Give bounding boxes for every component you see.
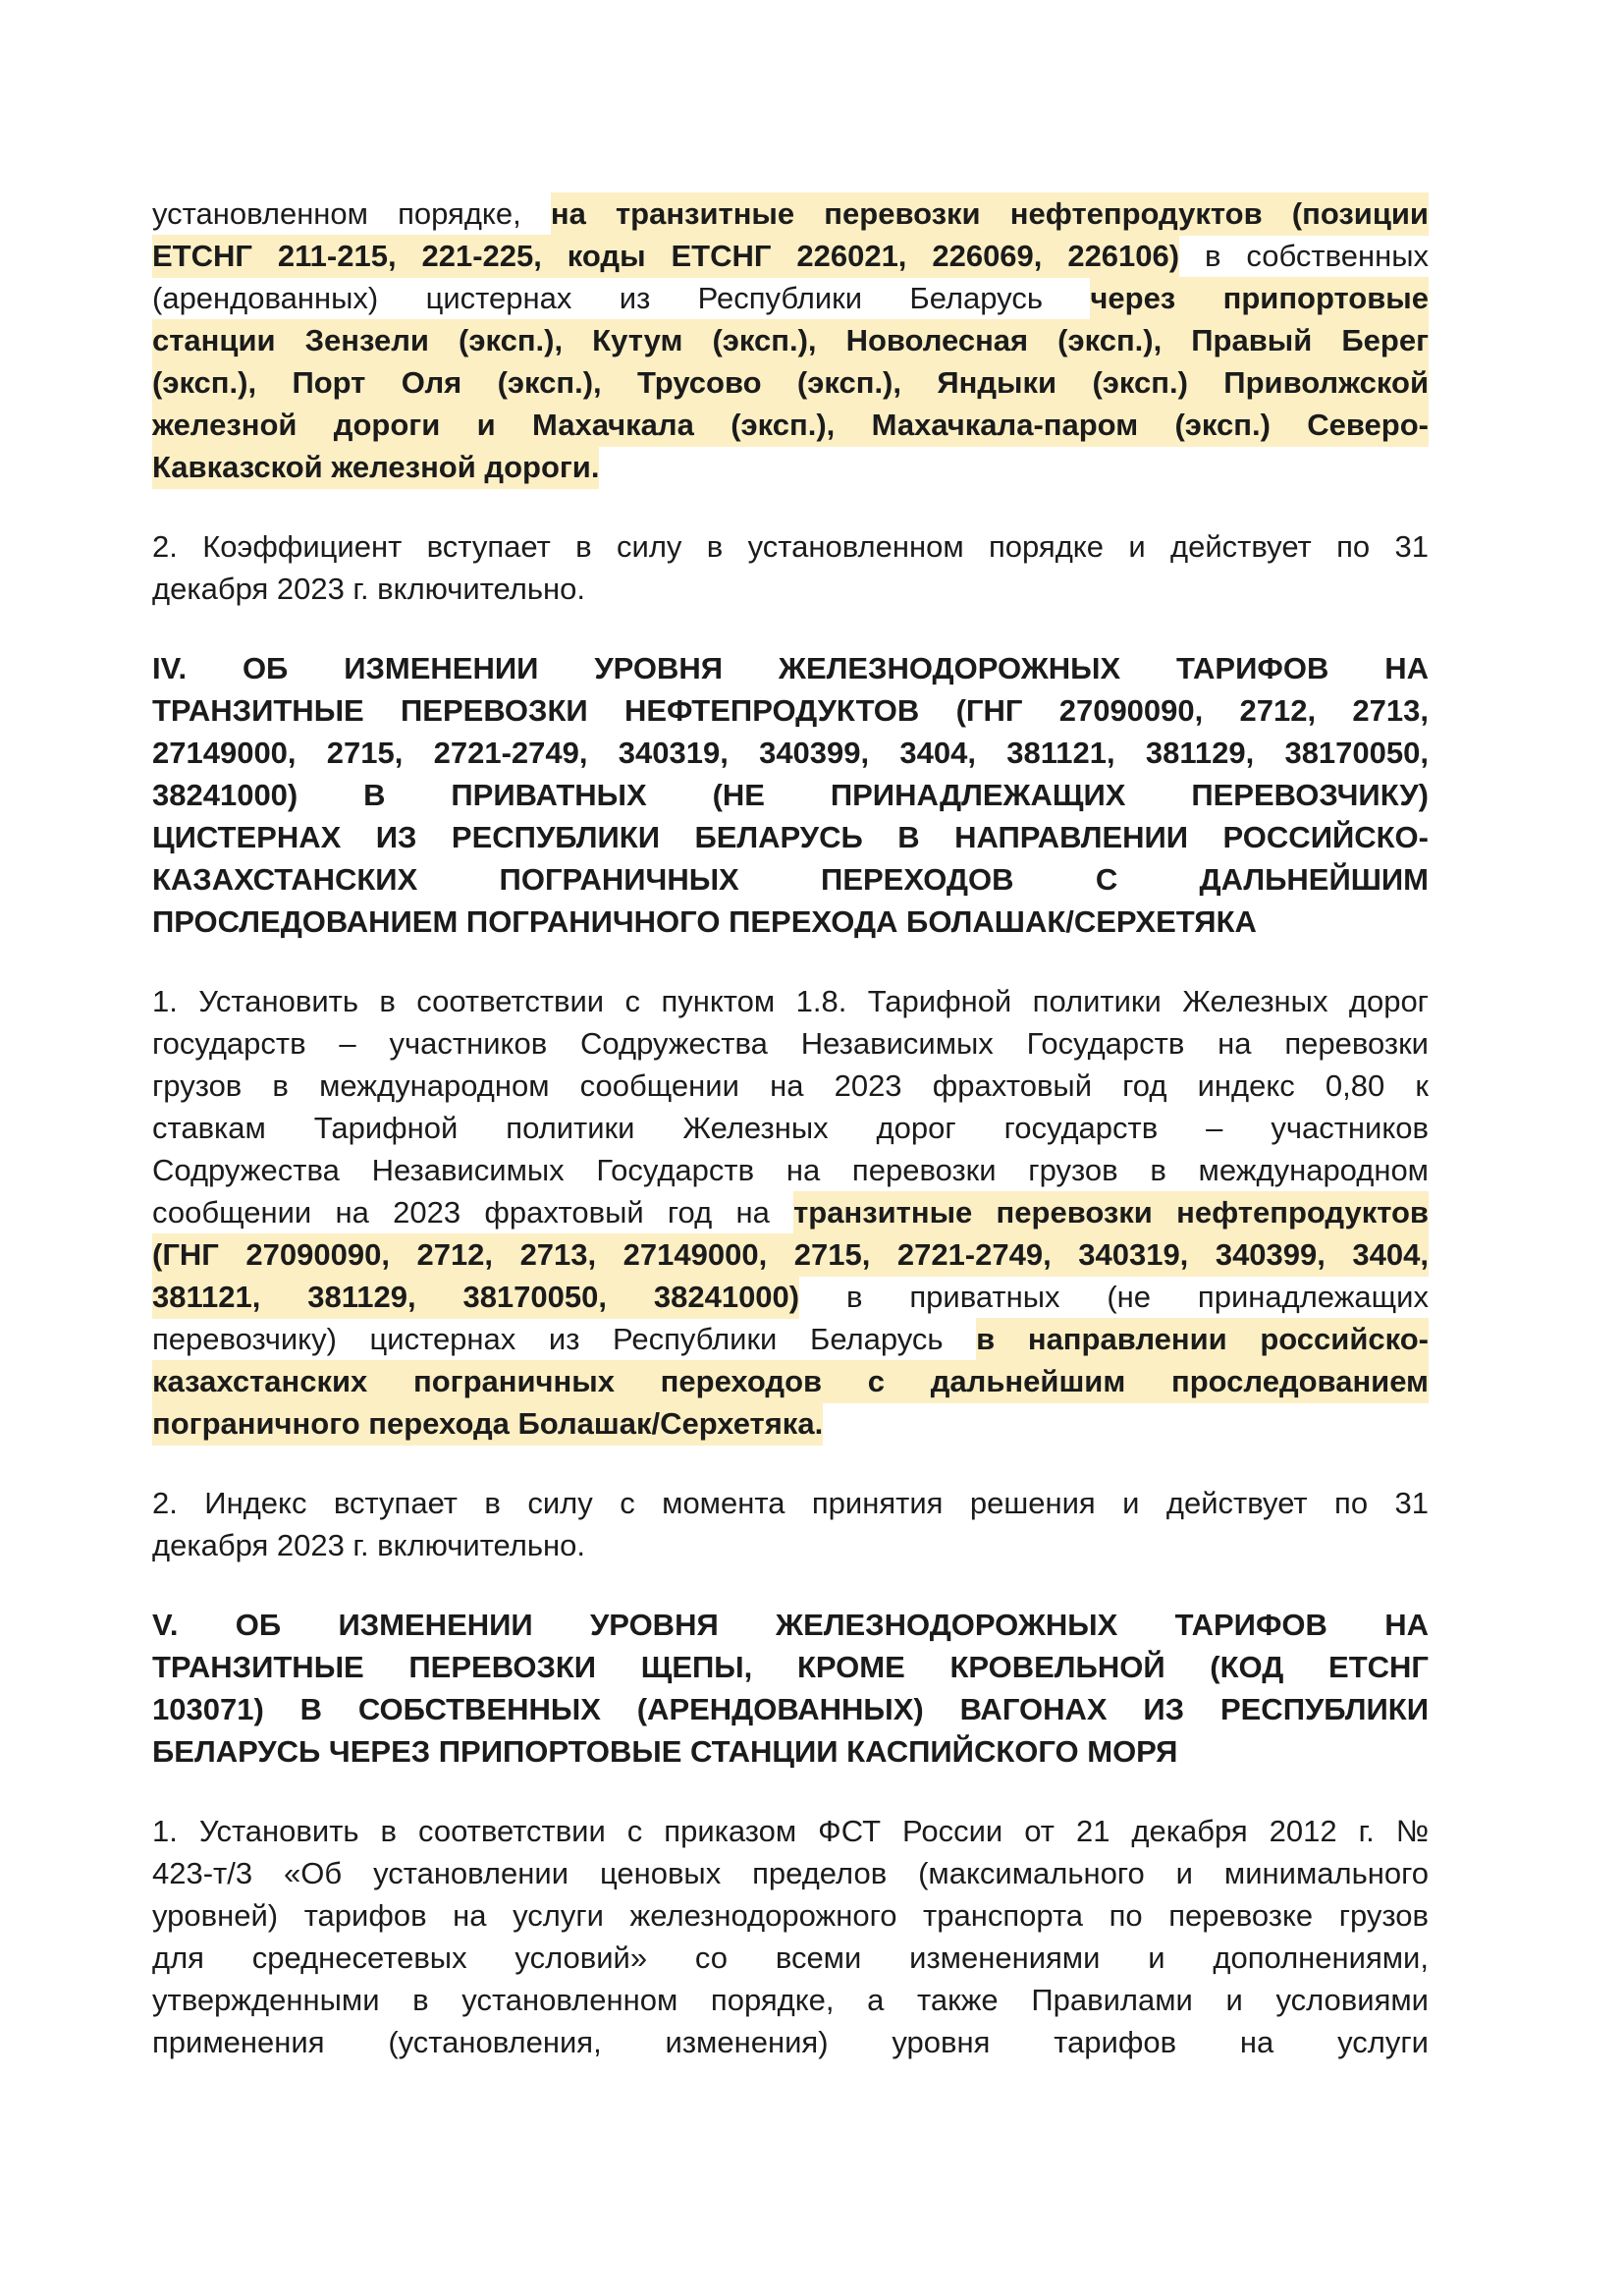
text-line	[152, 1646, 1429, 1688]
text-run: КАЗАХСТАНСКИХ ПОГРАНИЧНЫХ ПЕРЕХОДОВ С ДАЛЬНЕЙШИМ	[152, 862, 1429, 897]
text-run: ТРАНЗИТНЫЕ ПЕРЕВОЗКИ НЕФТЕПРОДУКТОВ (ГНГ 27090090, 2712, 2713,	[152, 693, 1429, 728]
text-run: уровней) тарифов на услуги железнодорожного транспорта по перевозке грузов	[152, 1898, 1429, 1933]
highlighted-text-run: в направлении российско-	[976, 1318, 1429, 1361]
text-line	[152, 1233, 1429, 1276]
text-line	[152, 1360, 1429, 1402]
text-line	[152, 568, 1429, 610]
text-line	[152, 1852, 1429, 1894]
text-line	[152, 277, 1429, 319]
text-line	[152, 1524, 1429, 1566]
text-run: декабря 2023 г. включительно.	[152, 572, 585, 606]
highlighted-text-run: (ГНГ 27090090, 2712, 2713, 27149000, 2715, 2721-2749, 340319, 340399, 3404,	[152, 1233, 1429, 1277]
paragraph-iv-2-index-validity	[152, 1482, 1429, 1566]
text-line	[152, 1810, 1429, 1852]
text-run: 1. Установить в соответствии с приказом ФСТ России от 21 декабря 2012 г. №	[152, 1814, 1429, 1848]
text-line	[152, 1107, 1429, 1149]
highlighted-text-run: железной дороги и Махачкала (эксп.), Махачкала-паром (эксп.) Северо-	[152, 404, 1429, 447]
paragraph-iv-1-index	[152, 980, 1429, 1445]
document-content	[152, 192, 1429, 2063]
text-line	[152, 1688, 1429, 1730]
heading-section-iv	[152, 647, 1429, 943]
text-run: ПРОСЛЕДОВАНИЕМ ПОГРАНИЧНОГО ПЕРЕХОДА БОЛАШАК/СЕРХЕТЯКА	[152, 904, 1257, 939]
text-line	[152, 1191, 1429, 1233]
text-line	[152, 816, 1429, 858]
paragraph-transit-oil-ports	[152, 192, 1429, 488]
highlighted-text-run: станции Зензели (эксп.), Кутум (эксп.), Новолесная (эксп.), Правый Берег	[152, 319, 1429, 362]
text-line	[152, 1482, 1429, 1524]
text-run: грузов в международном сообщении на 2023 фрахтовый год индекс 0,80 к	[152, 1068, 1429, 1103]
text-run: V. ОБ ИЗМЕНЕНИИ УРОВНЯ ЖЕЛЕЗНОДОРОЖНЫХ ТАРИФОВ НА	[152, 1608, 1429, 1642]
text-line	[152, 1894, 1429, 1937]
text-run: 423-т/3 «Об установлении ценовых пределов (максимального и минимального	[152, 1856, 1429, 1890]
text-line	[152, 404, 1429, 446]
text-run: ЦИСТЕРНАХ ИЗ РЕСПУБЛИКИ БЕЛАРУСЬ В НАПРАВЛЕНИИ РОССИЙСКО-	[152, 820, 1429, 854]
text-line	[152, 689, 1429, 732]
text-line	[152, 235, 1429, 277]
paragraph-v-1-fst-order	[152, 1810, 1429, 2063]
text-run: IV. ОБ ИЗМЕНЕНИИ УРОВНЯ ЖЕЛЕЗНОДОРОЖНЫХ ТАРИФОВ НА	[152, 651, 1429, 685]
highlighted-text-run: транзитные перевозки нефтепродуктов	[793, 1191, 1429, 1234]
text-run: утвержденными в установленном порядке, а также Правилами и условиями	[152, 1983, 1429, 2017]
text-line	[152, 774, 1429, 816]
text-line	[152, 901, 1429, 943]
text-line	[152, 319, 1429, 361]
text-run: установленном порядке,	[152, 196, 551, 231]
text-run: в собственных	[1179, 239, 1429, 273]
text-line	[152, 1402, 1429, 1445]
highlighted-text-run: 381121, 381129, 38170050, 38241000)	[152, 1276, 799, 1319]
heading-section-v	[152, 1604, 1429, 1773]
text-run: БЕЛАРУСЬ ЧЕРЕЗ ПРИПОРТОВЫЕ СТАНЦИИ КАСПИЙСКОГО МОРЯ	[152, 1734, 1178, 1769]
text-run: декабря 2023 г. включительно.	[152, 1528, 585, 1562]
text-line	[152, 1065, 1429, 1107]
highlighted-text-run: через припортовые	[1090, 277, 1429, 320]
text-line	[152, 980, 1429, 1022]
text-run: 1. Установить в соответствии с пунктом 1.8. Тарифной политики Железных дорог	[152, 984, 1429, 1018]
text-run: 2. Индекс вступает в силу с момента принятия решения и действует по 31	[152, 1486, 1429, 1520]
text-line	[152, 1604, 1429, 1646]
text-run: 38241000) В ПРИВАТНЫХ (НЕ ПРИНАДЛЕЖАЩИХ ПЕРЕВОЗЧИКУ)	[152, 778, 1429, 812]
text-run: (арендованных) цистернах из Республики Беларусь	[152, 281, 1091, 315]
highlighted-text-run: пограничного перехода Болашак/Серхетяка.	[152, 1402, 823, 1446]
text-run: 2. Коэффициент вступает в силу в установленном порядке и действует по 31	[152, 529, 1429, 564]
text-run: 27149000, 2715, 2721-2749, 340319, 340399, 3404, 381121, 381129, 38170050,	[152, 736, 1429, 770]
text-run: для среднесетевых условий» со всеми изменениями и дополнениями,	[152, 1941, 1429, 1975]
text-line	[152, 1937, 1429, 1979]
text-line	[152, 1318, 1429, 1360]
highlighted-text-run: Кавказской железной дороги.	[152, 446, 599, 489]
text-line	[152, 446, 1429, 488]
text-line	[152, 1276, 1429, 1318]
text-line	[152, 858, 1429, 901]
text-line	[152, 361, 1429, 404]
text-line	[152, 525, 1429, 568]
text-run: ТРАНЗИТНЫЕ ПЕРЕВОЗКИ ЩЕПЫ, КРОМЕ КРОВЕЛЬНОЙ (КОД ЕТСНГ	[152, 1650, 1429, 1684]
text-run: перевозчику) цистернах из Республики Беларусь	[152, 1322, 977, 1356]
text-run: ставкам Тарифной политики Железных дорог государств – участников	[152, 1111, 1429, 1145]
text-line	[152, 1149, 1429, 1191]
paragraph-2-coefficient	[152, 525, 1429, 610]
text-run: государств – участников Содружества Независимых Государств на перевозки	[152, 1026, 1429, 1061]
text-line	[152, 2021, 1429, 2063]
highlighted-text-run: ЕТСНГ 211-215, 221-225, коды ЕТСНГ 226021, 226069, 226106)	[152, 235, 1179, 278]
text-run: Содружества Независимых Государств на перевозки грузов в международном	[152, 1153, 1429, 1187]
text-line	[152, 1730, 1429, 1773]
highlighted-text-run: казахстанских пограничных переходов с дальнейшим проследованием	[152, 1360, 1429, 1403]
highlighted-text-run: на транзитные перевозки нефтепродуктов (позиции	[551, 192, 1429, 236]
text-line	[152, 1979, 1429, 2021]
highlighted-text-run: (эксп.), Порт Оля (эксп.), Трусово (эксп.), Яндыки (эксп.) Приволжской	[152, 361, 1429, 405]
text-run: применения (установления, изменения) уровня тарифов на услуги	[152, 2025, 1429, 2059]
text-line	[152, 1022, 1429, 1065]
text-line	[152, 192, 1429, 235]
text-line	[152, 732, 1429, 774]
text-line	[152, 647, 1429, 689]
text-run: 103071) В СОБСТВЕННЫХ (АРЕНДОВАННЫХ) ВАГОНАХ ИЗ РЕСПУБЛИКИ	[152, 1692, 1429, 1726]
text-run: сообщении на 2023 фрахтовый год на	[152, 1195, 794, 1230]
text-run: в приватных (не принадлежащих	[799, 1280, 1429, 1314]
